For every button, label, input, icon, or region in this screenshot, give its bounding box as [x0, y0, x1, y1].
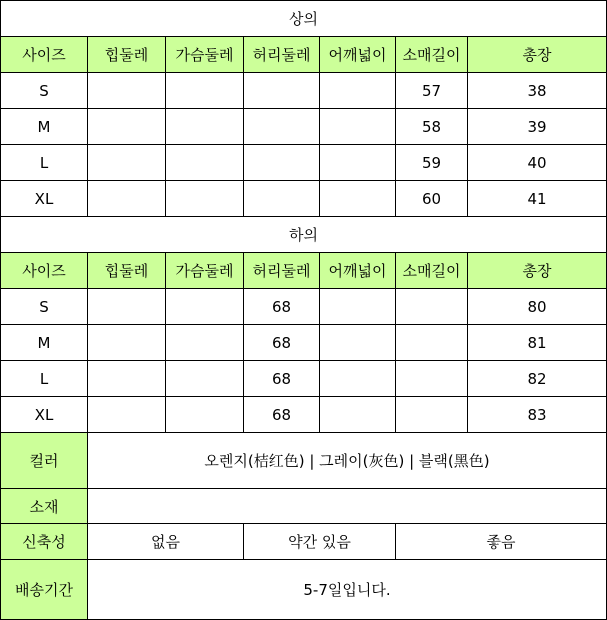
bottom-header-size: 사이즈 [1, 253, 88, 289]
value-cell [320, 397, 396, 433]
value-cell: 68 [244, 289, 320, 325]
top-header-hip: 힙둘레 [88, 37, 166, 73]
value-cell [396, 325, 468, 361]
value-cell [88, 397, 166, 433]
stretch-row [1, 524, 607, 560]
top-header-length: 총장 [468, 37, 607, 73]
value-cell: 82 [468, 361, 607, 397]
value-cell: 81 [468, 325, 607, 361]
top-section-title: 상의 [1, 1, 607, 37]
value-cell [88, 325, 166, 361]
value-cell [88, 289, 166, 325]
stretch-option-none: 없음 [88, 524, 244, 560]
value-cell [244, 109, 320, 145]
table-row [1, 109, 607, 145]
color-label: 컬러 [1, 433, 88, 489]
value-cell [166, 73, 244, 109]
size-cell: XL [1, 181, 88, 217]
value-cell: 57 [396, 73, 468, 109]
bottom-header-hip: 힙둘레 [88, 253, 166, 289]
value-cell: 40 [468, 145, 607, 181]
value-cell [320, 325, 396, 361]
value-cell [166, 361, 244, 397]
size-cell: M [1, 109, 88, 145]
table-row [1, 289, 607, 325]
value-cell [166, 325, 244, 361]
bottom-section-title: 하의 [1, 217, 607, 253]
value-cell: 38 [468, 73, 607, 109]
value-cell: 59 [396, 145, 468, 181]
top-title-row [1, 1, 607, 37]
value-cell: 60 [396, 181, 468, 217]
value-cell [88, 109, 166, 145]
value-cell [320, 145, 396, 181]
size-cell: L [1, 361, 88, 397]
stretch-option-some: 약간 있음 [244, 524, 396, 560]
bottom-header-waist: 허리둘레 [244, 253, 320, 289]
shipping-row [1, 560, 607, 620]
size-cell: S [1, 73, 88, 109]
table-row [1, 73, 607, 109]
value-cell: 41 [468, 181, 607, 217]
table-row [1, 181, 607, 217]
material-row [1, 489, 607, 524]
bottom-title-row [1, 217, 607, 253]
table-row [1, 325, 607, 361]
value-cell [320, 181, 396, 217]
bottom-header-chest: 가슴둘레 [166, 253, 244, 289]
stretch-label: 신축성 [1, 524, 88, 560]
value-cell [320, 361, 396, 397]
bottom-header-sleeve: 소매길이 [396, 253, 468, 289]
value-cell [396, 289, 468, 325]
top-header-sleeve: 소매길이 [396, 37, 468, 73]
value-cell [166, 397, 244, 433]
shipping-value: 5-7일입니다. [88, 560, 607, 620]
color-row [1, 433, 607, 489]
value-cell [166, 145, 244, 181]
value-cell [244, 181, 320, 217]
value-cell: 80 [468, 289, 607, 325]
value-cell [396, 361, 468, 397]
bottom-header-shoulder: 어깨넓이 [320, 253, 396, 289]
value-cell [320, 73, 396, 109]
size-cell: XL [1, 397, 88, 433]
value-cell: 68 [244, 397, 320, 433]
stretch-option-good: 좋음 [396, 524, 607, 560]
size-cell: S [1, 289, 88, 325]
value-cell [166, 181, 244, 217]
color-value: 오렌지(桔红色) | 그레이(灰色) | 블랙(黑色) [88, 433, 607, 489]
value-cell [88, 181, 166, 217]
top-header-chest: 가슴둘레 [166, 37, 244, 73]
top-header-shoulder: 어깨넓이 [320, 37, 396, 73]
shipping-label: 배송기간 [1, 560, 88, 620]
top-header-waist: 허리둘레 [244, 37, 320, 73]
value-cell [88, 361, 166, 397]
bottom-header-length: 총장 [468, 253, 607, 289]
table-row [1, 397, 607, 433]
material-label: 소재 [1, 489, 88, 524]
value-cell [320, 109, 396, 145]
value-cell [166, 109, 244, 145]
table-row [1, 145, 607, 181]
value-cell [88, 73, 166, 109]
top-header-size: 사이즈 [1, 37, 88, 73]
value-cell: 68 [244, 361, 320, 397]
table-row [1, 361, 607, 397]
bottom-header-row [1, 253, 607, 289]
value-cell [320, 289, 396, 325]
value-cell: 58 [396, 109, 468, 145]
material-value [88, 489, 607, 524]
value-cell: 39 [468, 109, 607, 145]
size-cell: M [1, 325, 88, 361]
top-header-row [1, 37, 607, 73]
value-cell: 68 [244, 325, 320, 361]
value-cell [244, 73, 320, 109]
value-cell [166, 289, 244, 325]
value-cell [396, 397, 468, 433]
value-cell: 83 [468, 397, 607, 433]
value-cell [88, 145, 166, 181]
value-cell [244, 145, 320, 181]
size-cell: L [1, 145, 88, 181]
